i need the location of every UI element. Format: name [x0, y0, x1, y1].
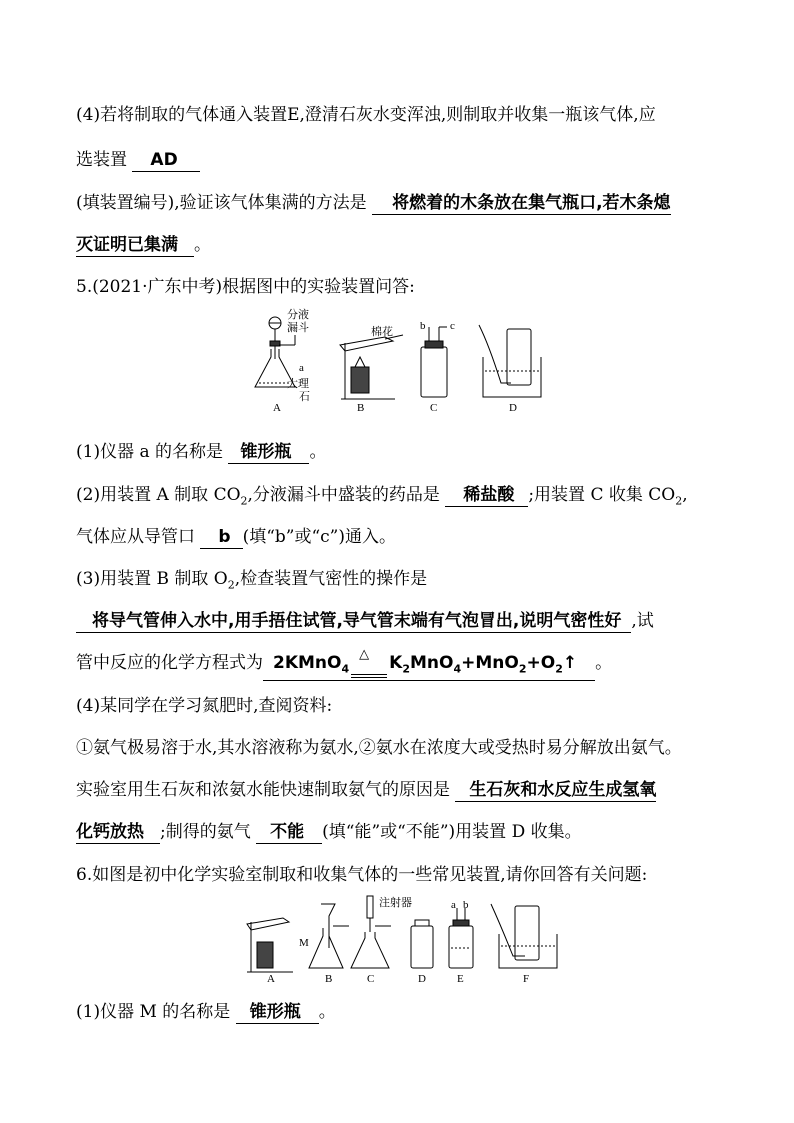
- q5-p2b: 气体应从导管口 b (填“b”或“c”)通入。: [76, 527, 397, 547]
- q5-p3-answer: 将导气管伸入水中,用手捂住试管,导气管末端有气泡冒出,说明气密性好 ,试: [76, 610, 654, 633]
- apparatus-d: [479, 325, 541, 397]
- q6-label-a: A: [267, 973, 275, 985]
- q5-apparatus-figure: [245, 305, 555, 420]
- answer-q5-equation: 2KMnO$_4$ △ $K_2MnO_4+MnO_2+O_2↑$: [263, 652, 595, 681]
- answer-q5-4b: 化钙放热: [76, 821, 160, 844]
- label-funnel-1: 分液: [287, 309, 309, 321]
- answer-q6-1: 锥形瓶: [236, 1001, 319, 1024]
- answer-q5-1: 锥形瓶: [228, 441, 309, 464]
- q5-apparatus-svg: [245, 305, 555, 420]
- q6-label-d: D: [418, 973, 426, 985]
- q6-apparatus-d: [411, 920, 433, 968]
- q5-p4c: 化钙放热 ;制得的氨气 不能 (填“能”或“不能”)用装置 D 收集。: [76, 822, 582, 842]
- q6-apparatus-svg: [243, 892, 561, 987]
- answer-q4-method-a: 将燃着的木条放在集气瓶口,若木条熄: [372, 192, 670, 215]
- q6-p1: (1)仪器 M 的名称是 锥形瓶 。: [76, 1002, 336, 1022]
- answer-q5-2b: b: [200, 526, 242, 549]
- answer-q5-2: 稀盐酸: [445, 484, 528, 507]
- label-funnel-2: 漏斗: [287, 322, 309, 334]
- figure-label-c: C: [430, 402, 438, 414]
- q4-line4: 灭证明已集满 。: [76, 235, 211, 255]
- q4-line2: 选装置 AD: [76, 149, 200, 172]
- q4-line3: (填装置编号),验证该气体集满的方法是 将燃着的木条放在集气瓶口,若木条熄: [76, 193, 671, 213]
- q6-label-f: F: [523, 973, 530, 985]
- q6-apparatus-b: [309, 904, 349, 968]
- q5-p3b: 管中反应的化学方程式为 2KMnO$_4$ △ $K_2MnO_4+MnO_2+O_2↑$ 。: [76, 652, 612, 681]
- q6-label-m: M: [299, 937, 309, 949]
- apparatus-c: [421, 327, 447, 397]
- answer-q5-3: 将导气管伸入水中,用手捂住试管,导气管末端有气泡冒出,说明气密性好: [76, 610, 631, 633]
- figure-label-a: A: [273, 402, 281, 414]
- q5-p4b: 实验室用生石灰和浓氨水能快速制取氨气的原因是 生石灰和水反应生成氢氧: [76, 780, 657, 800]
- label-cotton: 棉花: [371, 326, 393, 338]
- label-marble-1: 大理: [287, 378, 309, 390]
- answer-q4-device: AD: [132, 149, 199, 172]
- apparatus-b: [340, 335, 403, 399]
- figure-label-b: B: [357, 402, 365, 414]
- q5-p3: (3)用装置 B 制取 $O_2$,检查装置气密性的操作是: [76, 569, 428, 592]
- q6-label-syringe: 注射器: [379, 897, 412, 909]
- label-b: b: [420, 320, 426, 332]
- answer-q5-4a: 生石灰和水反应生成氢氧: [455, 779, 656, 802]
- q6-label-a-tube: a: [451, 899, 456, 911]
- q5-p2: (2)用装置 A 制取 $CO_2$,分液漏斗中盛装的药品是 稀盐酸 ;用装置 C 收集 $CO_2$,: [76, 485, 688, 508]
- label-c: c: [450, 320, 455, 332]
- q6-apparatus-a: [247, 918, 293, 972]
- label-marble-2: 石: [299, 391, 310, 403]
- q6-label-e: E: [457, 973, 464, 985]
- q6-label-c: C: [367, 973, 375, 985]
- q4-line1: (4)若将制取的气体通入装置E,澄清石灰水变浑浊,则制取并收集一瓶该气体,应: [76, 105, 656, 125]
- q5-p1: (1)仪器 a 的名称是 锥形瓶 。: [76, 442, 327, 462]
- q6-apparatus-e: [449, 908, 473, 968]
- q6-label-b-tube: b: [463, 899, 469, 911]
- figure-label-d: D: [509, 402, 517, 414]
- q5-title: 5.(2021·广东中考)根据图中的实验装置问答:: [76, 277, 415, 297]
- q6-title: 6.如图是初中化学实验室制取和收集气体的一些常见装置,请你回答有关问题:: [76, 865, 648, 885]
- q6-label-b: B: [325, 973, 333, 985]
- answer-q5-4c: 不能: [256, 821, 322, 844]
- q6-apparatus-figure: [243, 892, 561, 987]
- label-a: a: [299, 362, 304, 374]
- q6-apparatus-f: [491, 904, 557, 968]
- q5-p4: (4)某同学在学习氮肥时,查阅资料:: [76, 696, 333, 716]
- q5-p4-info: ①氨气极易溶于水,其水溶液称为氨水,②氨水在浓度大或受热时易分解放出氨气。: [76, 738, 682, 758]
- answer-q4-method-b: 灭证明已集满: [76, 234, 194, 257]
